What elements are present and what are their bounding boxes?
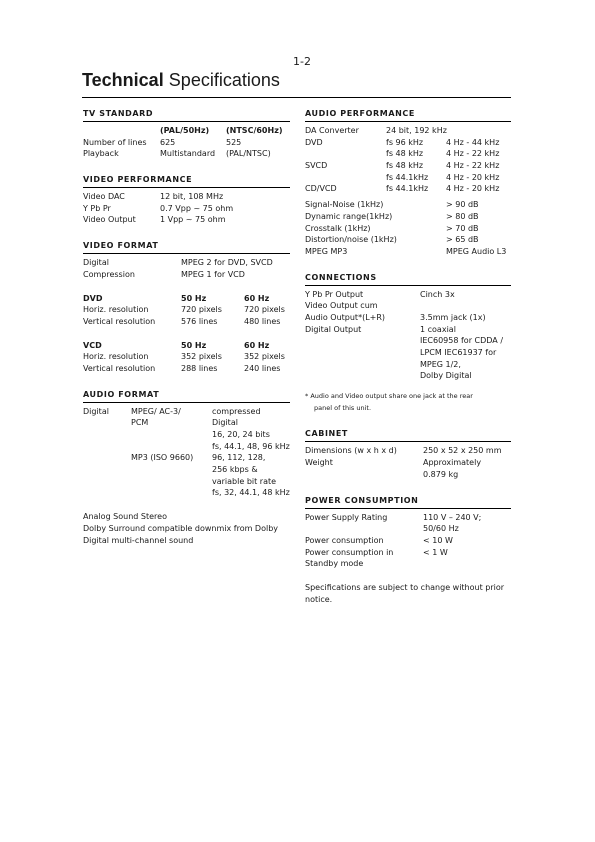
table-row bbox=[305, 234, 511, 246]
table-row bbox=[83, 203, 290, 215]
row-fs: fs 48 kHz bbox=[386, 149, 424, 159]
row-value: 250 x 52 x 250 mm bbox=[423, 446, 502, 456]
table-row bbox=[305, 535, 511, 547]
row-value: 50/60 Hz bbox=[423, 524, 459, 534]
row-value: > 70 dB bbox=[446, 223, 479, 233]
right-column bbox=[305, 108, 511, 605]
row-label: Digital bbox=[83, 406, 109, 416]
format-value: variable bit rate bbox=[212, 476, 277, 486]
table-row bbox=[83, 351, 290, 363]
footnote-text: panel of this unit. bbox=[314, 403, 372, 412]
row-fs: fs 48 kHz bbox=[386, 161, 424, 171]
table-row bbox=[305, 457, 511, 469]
table-row bbox=[83, 464, 290, 476]
table-row bbox=[305, 547, 511, 559]
row-label: MPEG MP3 bbox=[305, 246, 348, 256]
row-label: Power consumption in bbox=[305, 547, 394, 557]
row-value: > 90 dB bbox=[446, 200, 479, 210]
row-value: < 10 W bbox=[423, 535, 453, 545]
row-label: Digital Output bbox=[305, 324, 362, 334]
row-label: Crosstalk (1kHz) bbox=[305, 223, 371, 233]
row-value: 24 bit, 192 kHz bbox=[386, 126, 447, 135]
table-row bbox=[305, 199, 511, 211]
format-value: fs, 32, 44.1, 48 kHz bbox=[212, 488, 290, 498]
format-value: Digital bbox=[212, 418, 238, 428]
row-label: Weight bbox=[305, 458, 333, 468]
row-50hz: 288 lines bbox=[181, 363, 218, 373]
row-50hz: 576 lines bbox=[181, 316, 218, 326]
row-label: Dimensions (w x h x d) bbox=[305, 446, 397, 456]
row-value: LPCM IEC61937 for bbox=[420, 348, 497, 357]
row-label: DA Converter bbox=[305, 126, 359, 135]
row-value: MPEG 1/2, bbox=[420, 359, 461, 369]
col-50hz: 50 Hz bbox=[181, 293, 207, 303]
row-ntsc: (PAL/NTSC) bbox=[226, 149, 271, 159]
table-row bbox=[305, 223, 511, 235]
section-heading: POWER CONSUMPTION bbox=[305, 495, 511, 509]
table-row bbox=[83, 476, 290, 488]
table-row bbox=[83, 487, 290, 499]
row-range: 4 Hz - 22 kHz bbox=[446, 161, 500, 171]
row-value: Cinch 3x bbox=[420, 289, 455, 299]
row-label: Dynamic range(1kHz) bbox=[305, 211, 393, 221]
video-performance-section bbox=[83, 174, 290, 226]
table-row bbox=[83, 191, 290, 203]
row-value: MPEG 2 for DVD, SVCD bbox=[181, 258, 273, 268]
row-range: 4 Hz - 22 kHz bbox=[446, 149, 500, 159]
table-row bbox=[305, 512, 511, 524]
row-value: Approximately bbox=[423, 458, 482, 468]
table-row bbox=[305, 445, 511, 457]
section-heading: VIDEO PERFORMANCE bbox=[83, 174, 290, 188]
table-row bbox=[305, 125, 511, 137]
format-value: fs, 44.1, 48, 96 kHz bbox=[212, 441, 290, 451]
text: Analog Sound Stereo bbox=[83, 512, 167, 522]
format-value: 96, 112, 128, bbox=[212, 453, 266, 463]
section-heading: TV STANDARD bbox=[83, 108, 290, 122]
power-section bbox=[305, 495, 511, 606]
table-row bbox=[83, 441, 290, 453]
row-label: Video DAC bbox=[83, 192, 125, 202]
format-name: PCM bbox=[131, 418, 149, 428]
table-row bbox=[83, 406, 290, 418]
dvd-header bbox=[83, 293, 290, 305]
table-row bbox=[305, 211, 511, 223]
row-60hz: 352 pixels bbox=[244, 352, 285, 362]
cabinet-section bbox=[305, 428, 511, 480]
row-fs: fs 96 kHz bbox=[386, 137, 424, 147]
table-row bbox=[83, 429, 290, 441]
row-label: Horiz. resolution bbox=[83, 352, 149, 362]
row-value: > 65 dB bbox=[446, 235, 479, 245]
row-label: SVCD bbox=[305, 161, 328, 171]
row-label: Y Pb Pr bbox=[83, 203, 111, 213]
row-ntsc: 525 bbox=[226, 137, 242, 147]
row-label: Distortion/noise (1kHz) bbox=[305, 235, 397, 245]
table-row bbox=[305, 359, 511, 371]
text: Dolby Surround compatible downmix from Dolby bbox=[83, 523, 279, 533]
format-name: MPEG/ AC-3/ bbox=[131, 406, 181, 416]
table-row bbox=[83, 269, 290, 281]
dvd-title: DVD bbox=[83, 293, 103, 303]
row-60hz: 480 lines bbox=[244, 316, 281, 326]
table-row bbox=[305, 469, 511, 481]
vcd-title: VCD bbox=[83, 340, 102, 350]
table-row bbox=[83, 452, 290, 464]
row-value: 0.879 kg bbox=[423, 469, 459, 479]
row-range: 4 Hz - 20 kHz bbox=[446, 184, 500, 194]
text: Digital multi-channel sound bbox=[83, 535, 194, 545]
row-50hz: 352 pixels bbox=[181, 352, 222, 362]
footnote-line bbox=[305, 403, 511, 415]
title-regular: Specifications bbox=[168, 70, 280, 90]
format-name: MP3 (ISO 9660) bbox=[131, 453, 194, 463]
audio-format-section bbox=[83, 389, 290, 547]
row-label: Playback bbox=[83, 149, 119, 159]
table-row bbox=[305, 289, 511, 301]
row-value: 110 V – 240 V; bbox=[423, 512, 482, 522]
table-row bbox=[305, 347, 511, 359]
row-fs: fs 44.1kHz bbox=[386, 172, 429, 182]
format-value: compressed bbox=[212, 406, 261, 416]
row-value: IEC60958 for CDDA / bbox=[420, 336, 504, 346]
row-label: Y Pb Pr Output bbox=[305, 289, 364, 299]
row-pal: Multistandard bbox=[160, 149, 216, 159]
row-value: 1 coaxial bbox=[420, 324, 456, 334]
row-value: 1 Vpp ~ 75 ohm bbox=[160, 215, 226, 225]
table-row bbox=[305, 370, 511, 382]
table-row bbox=[305, 148, 511, 160]
row-label: Standby mode bbox=[305, 559, 364, 569]
row-label: Number of lines bbox=[83, 137, 147, 147]
table-row bbox=[305, 246, 511, 258]
row-pal: 625 bbox=[160, 137, 176, 147]
connections-section bbox=[305, 272, 511, 415]
text-line bbox=[305, 582, 511, 594]
row-60hz: 240 lines bbox=[244, 363, 281, 373]
table-row bbox=[305, 172, 511, 184]
tv-standard-section bbox=[83, 108, 290, 160]
row-label: Video Output cum bbox=[305, 301, 378, 311]
table-row bbox=[305, 312, 511, 324]
row-label: Horiz. resolution bbox=[83, 305, 149, 315]
row-label: Vertical resolution bbox=[83, 316, 156, 326]
row-range: 4 Hz - 20 kHz bbox=[446, 172, 500, 182]
row-value: 3.5mm jack (1x) bbox=[420, 312, 486, 322]
row-range: 4 Hz - 44 kHz bbox=[446, 137, 500, 147]
row-label: Vertical resolution bbox=[83, 363, 156, 373]
table-row bbox=[305, 183, 511, 195]
audio-performance-section bbox=[305, 108, 511, 258]
row-label: Power consumption bbox=[305, 535, 384, 545]
table-row bbox=[83, 316, 290, 328]
row-value: MPEG 1 for VCD bbox=[181, 269, 245, 279]
table-row bbox=[305, 558, 511, 570]
footer-note: Specifications are subject to change without prior bbox=[305, 582, 505, 592]
text-line bbox=[83, 535, 290, 547]
footnote-line bbox=[305, 391, 511, 403]
row-fs: fs 44.1kHz bbox=[386, 184, 429, 194]
page-number: 1-2 bbox=[293, 55, 311, 68]
title-bold: Technical bbox=[82, 70, 164, 90]
table-row bbox=[83, 257, 290, 269]
row-label: Video Output bbox=[83, 215, 136, 225]
row-label: DVD bbox=[305, 137, 323, 147]
table-row bbox=[83, 363, 290, 375]
table-row bbox=[305, 324, 511, 336]
col-60hz: 60 Hz bbox=[244, 340, 270, 350]
video-format-section bbox=[83, 240, 290, 375]
tv-standard-columns bbox=[83, 125, 290, 137]
footer-note: notice. bbox=[305, 594, 333, 604]
section-heading: CABINET bbox=[305, 428, 511, 442]
row-value: Dolby Digital bbox=[420, 371, 472, 381]
table-row bbox=[305, 523, 511, 535]
section-heading: AUDIO PERFORMANCE bbox=[305, 108, 511, 122]
table-row bbox=[305, 160, 511, 172]
row-label: Compression bbox=[83, 269, 135, 279]
left-column bbox=[83, 108, 290, 546]
row-value: MPEG Audio L3 bbox=[446, 246, 507, 256]
title-rule bbox=[82, 97, 511, 98]
row-50hz: 720 pixels bbox=[181, 305, 222, 315]
page-title bbox=[82, 70, 280, 91]
table-row bbox=[305, 300, 511, 312]
col-50hz: 50 Hz bbox=[181, 340, 207, 350]
vcd-header bbox=[83, 340, 290, 352]
section-heading: VIDEO FORMAT bbox=[83, 240, 290, 254]
footnote-text: * Audio and Video output share one jack at the rear bbox=[305, 392, 473, 401]
format-value: 256 kbps & bbox=[212, 465, 258, 475]
table-row bbox=[83, 214, 290, 226]
table-row bbox=[83, 148, 290, 160]
row-label: Power Supply Rating bbox=[305, 512, 388, 522]
table-row bbox=[83, 137, 290, 149]
text-line bbox=[83, 523, 290, 535]
text-line bbox=[305, 594, 511, 606]
row-value: 12 bit, 108 MHz bbox=[160, 192, 224, 202]
format-value: 16, 20, 24 bits bbox=[212, 430, 270, 439]
row-label: Audio Output*(L+R) bbox=[305, 312, 386, 322]
col-pal: (PAL/50Hz) bbox=[160, 126, 210, 135]
table-row bbox=[305, 137, 511, 149]
row-label: Signal-Noise (1kHz) bbox=[305, 200, 384, 210]
row-value: > 80 dB bbox=[446, 211, 479, 221]
col-ntsc: (NTSC/60Hz) bbox=[226, 126, 283, 135]
section-heading: CONNECTIONS bbox=[305, 272, 511, 286]
table-row bbox=[305, 335, 511, 347]
row-label: Digital bbox=[83, 258, 109, 268]
row-label: CD/VCD bbox=[305, 184, 337, 194]
row-value: 0.7 Vpp ~ 75 ohm bbox=[160, 203, 234, 213]
col-60hz: 60 Hz bbox=[244, 293, 270, 303]
table-row bbox=[83, 304, 290, 316]
section-heading: AUDIO FORMAT bbox=[83, 389, 290, 403]
table-row bbox=[83, 417, 290, 429]
row-60hz: 720 pixels bbox=[244, 305, 285, 315]
text-line bbox=[83, 511, 290, 523]
row-value: < 1 W bbox=[423, 547, 448, 557]
